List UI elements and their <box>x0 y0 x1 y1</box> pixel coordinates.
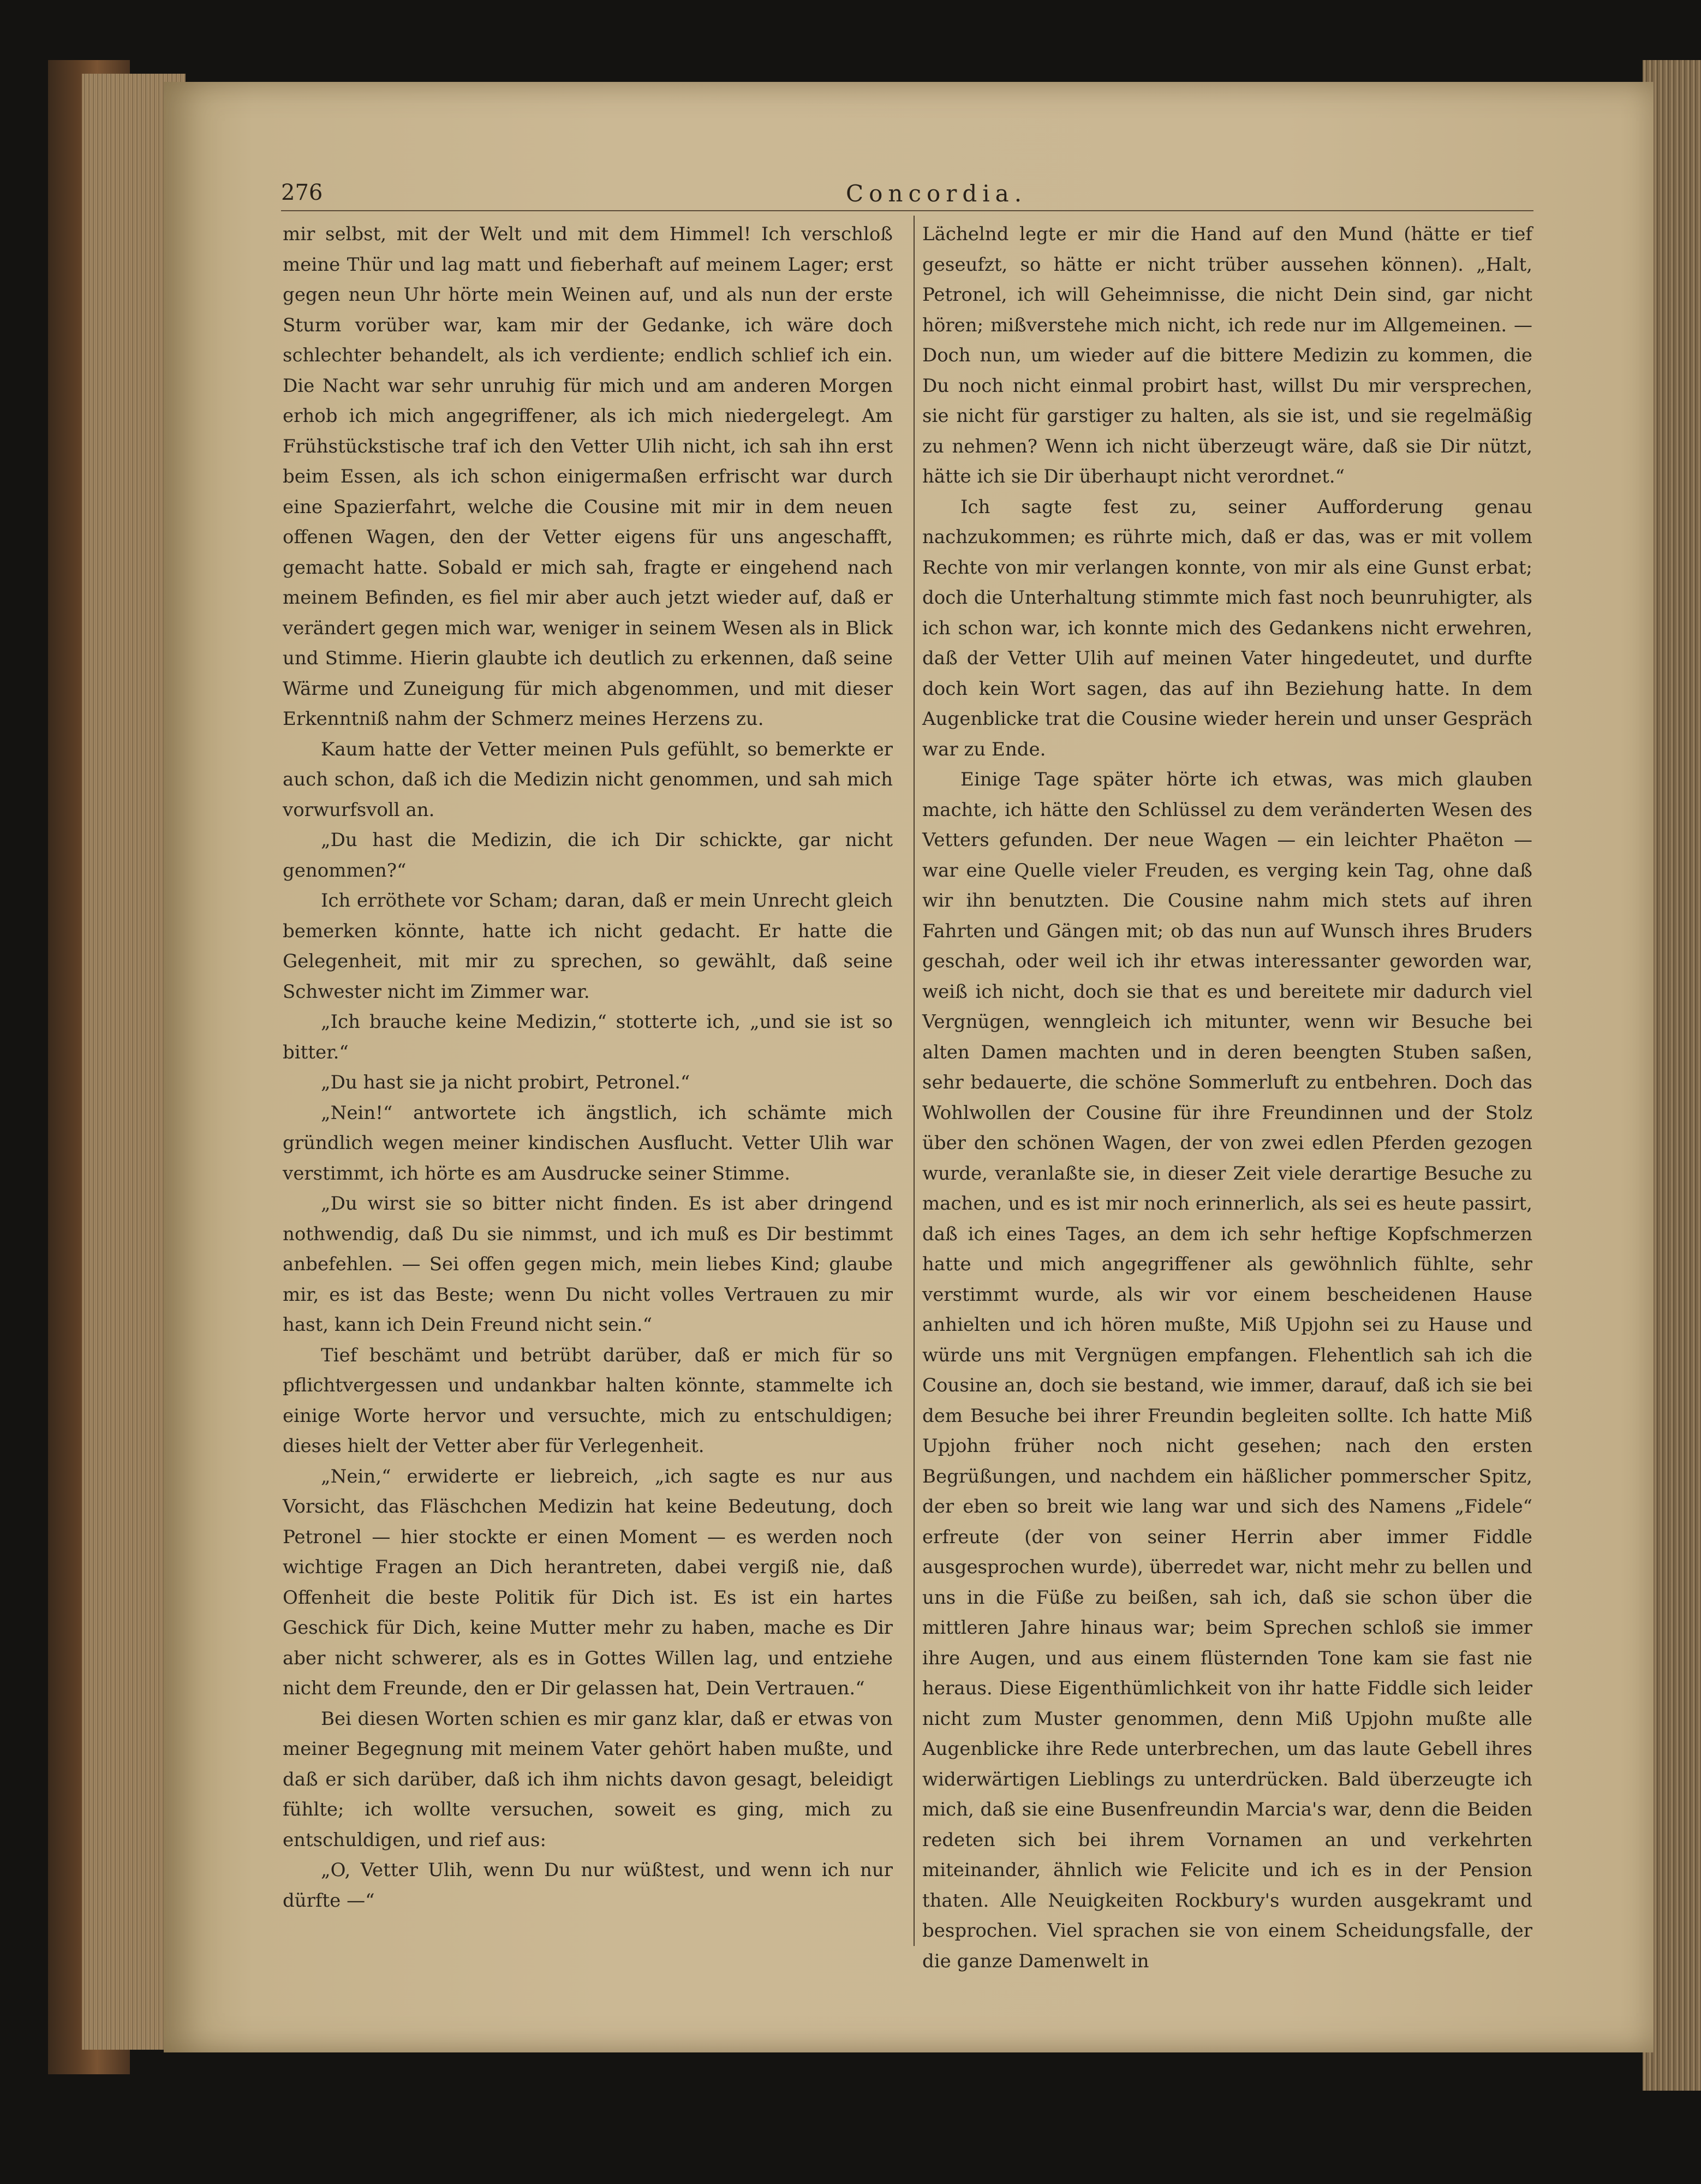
paragraph: Einige Tage später hörte ich etwas, was mich glauben machte, ich hätte den Schlüssel zu dem veränderten Wesen des Vetters gefunden. Der neue Wagen — ein leichter Phaëton — war eine Quelle vieler Freuden, es verging kein Tag, ohne daß wir ihn benutzten. Die Cousine nahm mich stets auf ihren Fahrten und Gängen mit; ob das nun auf Wunsch ihres Bruders geschah, oder weil ich ihr etwas interessanter geworden war, weiß ich nicht, doch sie that es und bereitete mir dadurch viel Vergnügen, wenngleich ich mitunter, wenn wir Besuche bei alten Damen machten und in deren beengten Stuben saßen, sehr bedauerte, die schöne Sommerluft zu entbehren. Doch das Wohlwollen der Cousine für ihre Freundinnen und der Stolz über den schönen Wagen, der von zwei edlen Pferden gezogen wurde, veranlaßte sie, in dieser Zeit viele derartige Besuche zu machen, und es ist mir noch erinnerlich, als sei es heute passirt, daß ich eines Tages, an dem ich sehr heftige Kopfschmerzen hatte und mich angegriffener als gewöhnlich fühlte, sehr verstimmt wurde, als wir vor einem bescheidenen Hause anhielten und ich hören mußte, Miß Upjohn sei zu Hause und würde uns mit Vergnügen empfangen. Flehentlich sah ich die Cousine an, doch sie bestand, wie immer, darauf, daß ich sie bei dem Besuche bei ihrer Freundin begleiten sollte. Ich hatte Miß Upjohn früher noch nicht gesehen; nach den ersten Begrüßungen, und nachdem ein häßlicher pommerscher Spitz, der eben so breit wie lang war und sich des Namens „Fidele“ erfreute (der von seiner Herrin aber immer Fiddle ausgesprochen wurde), überredet war, nicht mehr zu bellen und uns in die Füße zu beißen, sah ich, daß sie schon über die mittleren Jahre hinaus war; beim Sprechen schloß sie immer ihre Augen, und aus einem flüsternden Tone kam sie fast nie heraus. Diese Eigenthümlichkeit von ihr hatte Fiddle sich leider nicht zum Muster genommen, denn Miß Upjohn mußte alle Augenblicke ihre Rede unterbrechen, um das laute Gebell ihres widerwärtigen Lieblings zu unterdrücken. Bald überzeugte ich mich, daß sie eine Busenfreundin Marcia's war, denn die Beiden redeten sich bei ihrem Vornamen an und verkehrten miteinander, ähnlich wie Felicite und ich es in der Pension thaten. Alle Neuigkeiten Rockbury's wurden ausgekramt und besprochen. Viel sprachen sie von einem Scheidungsfalle, der die ganze Damenwelt in <box>922 769 1532 1972</box>
running-title: Concordia. <box>846 180 1028 207</box>
paragraph: Ich erröthete vor Scham; daran, daß er mein Unrecht gleich bemerken könnte, hatte ich nicht gedacht. Er hatte die Gelegenheit, mit mir zu sprechen, so gewählt, daß seine Schwester nicht im Zimmer war. <box>283 890 893 1003</box>
paragraph: „Du wirst sie so bitter nicht finden. Es ist aber dringend nothwendig, daß Du sie nimmst, und ich muß es Dir bestimmt anbefehlen. — Sei offen gegen mich, mein liebes Kind; glaube mir, es ist das Beste; wenn Du nicht volles Vertrauen zu mir hast, kann ich Dein Freund nicht sein.“ <box>283 1193 893 1336</box>
text-column-right <box>922 219 1532 1977</box>
header-rule <box>281 210 1533 211</box>
text-column-left <box>283 219 893 1916</box>
column-divider <box>914 216 915 1946</box>
paragraph: mir selbst, mit der Welt und mit dem Himmel! Ich verschloß meine Thür und lag matt und fieberhaft auf meinem Lager; erst gegen neun Uhr hörte mein Weinen auf, und als nun der erste Sturm vorüber war, kam mir der Gedanke, ich wäre doch schlechter behandelt, als ich verdiente; endlich schlief ich ein. Die Nacht war sehr unruhig für mich und am anderen Morgen erhob ich mich angegriffener, als ich mich niedergelegt. Am Frühstückstische traf ich den Vetter Ulih nicht, ich sah ihn erst beim Essen, als ich schon einigermaßen erfrischt war durch eine Spazierfahrt, welche die Cousine mit mir in dem neuen offenen Wagen, den der Vetter eigens für uns angeschafft, gemacht hatte. Sobald er mich sah, fragte er eingehend nach meinem Befinden, es fiel mir aber auch jetzt wieder auf, daß er verändert gegen mich war, weniger in seinem Wesen als in Blick und Stimme. Hierin glaubte ich deutlich zu erkennen, daß seine Wärme und Zuneigung für mich abgenommen, und mit dieser Erkenntniß nahm der Schmerz meines Herzens zu. <box>283 223 893 730</box>
paragraph: Bei diesen Worten schien es mir ganz klar, daß er etwas von meiner Begegnung mit meinem Vater gehört haben mußte, und daß er sich darüber, daß ich ihm nichts davon gesagt, beleidigt fühlte; ich wollte versuchen, soweit es ging, mich zu entschuldigen, und rief aus: <box>283 1707 893 1851</box>
paragraph: „Nein!“ antwortete ich ängstlich, ich schämte mich gründlich wegen meiner kindischen Ausflucht. Vetter Ulih war verstimmt, ich hörte es am Ausdrucke seiner Stimme. <box>283 1102 893 1185</box>
paragraph: Ich sagte fest zu, seiner Aufforderung genau nachzukommen; es rührte mich, daß er das, was er mit vollem Rechte von mir verlangen konnte, von mir als eine Gunst erbat; doch die Unterhaltung stimmte mich fast noch beunruhigter, als ich schon war, ich konnte mich des Gedankens nicht erwehren, daß der Vetter Ulih auf meinen Vater hingedeutet, und durfte doch kein Wort sagen, das auf ihn Beziehung hatte. In dem Augenblicke trat die Cousine wieder herein und unser Gespräch war zu Ende. <box>922 496 1532 760</box>
paragraph: Kaum hatte der Vetter meinen Puls gefühlt, so bemerkte er auch schon, daß ich die Medizin nicht genommen, und sah mich vorwurfsvoll an. <box>283 738 893 821</box>
paragraph: „Nein,“ erwiderte er liebreich, „ich sagte es nur aus Vorsicht, das Fläschchen Medizin hat keine Bedeutung, doch Petronel — hier stockte er einen Moment — es werden noch wichtige Fragen an Dich herantreten, dabei vergiß nie, daß Offenheit die beste Politik für Dich ist. Es ist ein hartes Geschick für Dich, keine Mutter mehr zu haben, mache es Dir aber nicht schwerer, als es in Gottes Willen lag, und entziehe nicht dem Freunde, den er Dir gelassen hat, Dein Vertrauen.“ <box>283 1465 893 1699</box>
paragraph: „Du hast sie ja nicht probirt, Petronel.“ <box>321 1072 690 1093</box>
paragraph: Lächelnd legte er mir die Hand auf den Mund (hätte er tief geseufzt, so hätte er nicht trüber aussehen können). „Halt, Petronel, ich will Geheimnisse, die nicht Dein sind, gar nicht hören; mißverstehe mich nicht, ich rede nur im Allgemeinen. — Doch nun, um wieder auf die bittere Medizin zu kommen, die Du noch nicht einmal probirt hast, willst Du mir versprechen, sie nicht für garstiger zu halten, als sie ist, und sie regelmäßig zu nehmen? Wenn ich nicht überzeugt wäre, daß sie Dir nützt, hätte ich sie Dir überhaupt nicht verordnet.“ <box>922 223 1532 487</box>
paragraph: „Du hast die Medizin, die ich Dir schickte, gar nicht genommen?“ <box>283 829 893 882</box>
paragraph: „Ich brauche keine Medizin,“ stotterte ich, „und sie ist so bitter.“ <box>283 1011 893 1063</box>
paragraph: Tief beschämt und betrübt darüber, daß er mich für so pflichtvergessen und undankbar halten könnte, stammelte ich einige Worte hervor und versuchte, mich zu entschuldigen; dieses hielt der Vetter aber für Verlegenheit. <box>283 1344 893 1457</box>
paragraph: „O, Vetter Ulih, wenn Du nur wüßtest, und wenn ich nur dürfte —“ <box>283 1859 893 1912</box>
page-number: 276 <box>281 180 323 205</box>
